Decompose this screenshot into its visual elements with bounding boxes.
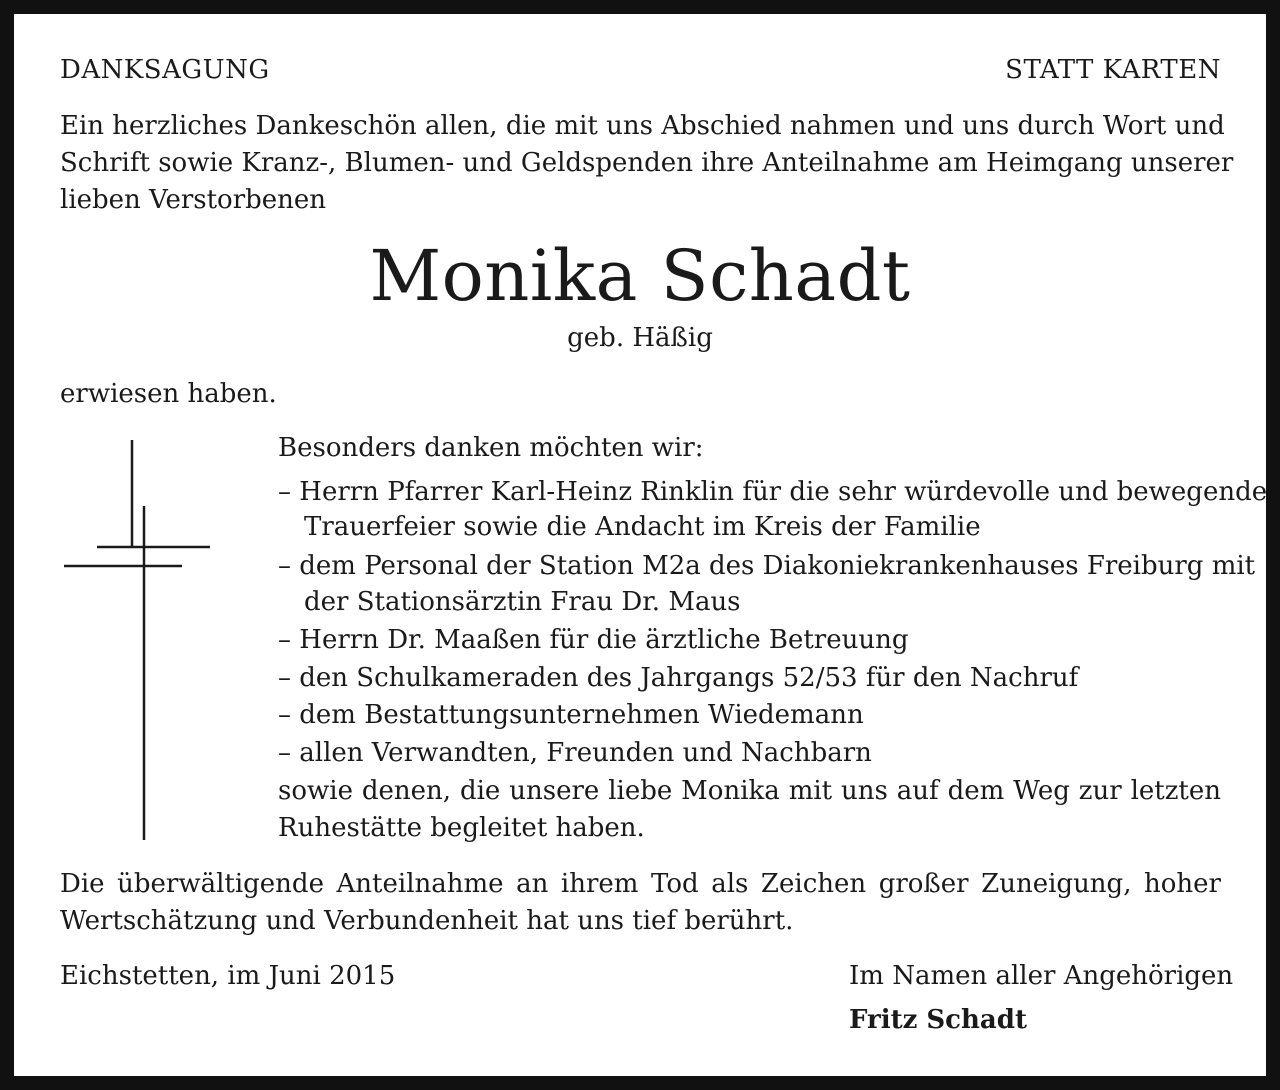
thanks-item-1: – Herrn Pfarrer Karl-Heinz Rinklin für die sehr würdevolle und bewegende xyxy=(278,477,1268,507)
intro-line-3: lieben Verstorbenen xyxy=(60,185,327,215)
thanks-item-2-continued: der Stationsärztin Frau Dr. Maus xyxy=(304,587,741,617)
deceased-name: Monika Schadt xyxy=(369,235,911,317)
cross-icon xyxy=(60,440,220,840)
deceased-maiden-name: geb. Häßig xyxy=(567,323,713,353)
intro-line-1: Ein herzliches Dankeschön allen, die mit uns Abschied nahmen und uns durch Wort und xyxy=(60,111,1225,141)
thanks-closing-line-2: Ruhestätte begleitet haben. xyxy=(278,813,645,843)
thanks-item-5: – dem Bestattungsunternehmen Wiedemann xyxy=(278,700,864,730)
thanks-closing-line-1: sowie denen, die unsere liebe Monika mit uns auf dem Weg zur letzten xyxy=(278,776,1221,806)
thanks-item-3: – Herrn Dr. Maaßen für die ärztliche Betreuung xyxy=(278,625,909,655)
thanks-item-6: – allen Verwandten, Freunden und Nachbarn xyxy=(278,738,872,768)
header-statt-karten: STATT KARTEN xyxy=(1005,55,1221,85)
signatory-name: Fritz Schadt xyxy=(849,1005,1027,1035)
thanks-heading: Besonders danken möchten wir: xyxy=(278,433,704,463)
on-behalf-text: Im Namen aller Angehörigen xyxy=(849,961,1234,991)
closing-paragraph-line-1: Die überwältigende Anteilnahme an ihrem Tod als Zeichen großer Zuneigung, hoher xyxy=(60,869,1221,899)
after-name-text: erwiesen haben. xyxy=(60,379,277,409)
header-danksagung: DANKSAGUNG xyxy=(60,55,270,85)
thanks-item-2: – dem Personal der Station M2a des Diakoniekrankenhauses Freiburg mit xyxy=(278,551,1256,581)
thanks-item-1-continued: Trauerfeier sowie die Andacht im Kreis der Familie xyxy=(304,512,981,542)
closing-paragraph-line-2: Wertschätzung und Verbundenheit hat uns tief berührt. xyxy=(60,906,794,936)
thanks-item-4: – den Schulkameraden des Jahrgangs 52/53 für den Nachruf xyxy=(278,663,1079,693)
intro-line-2: Schrift sowie Kranz-, Blumen- und Geldspenden ihre Anteilnahme am Heimgang unserer xyxy=(60,148,1234,178)
place-and-date: Eichstetten, im Juni 2015 xyxy=(60,961,396,991)
